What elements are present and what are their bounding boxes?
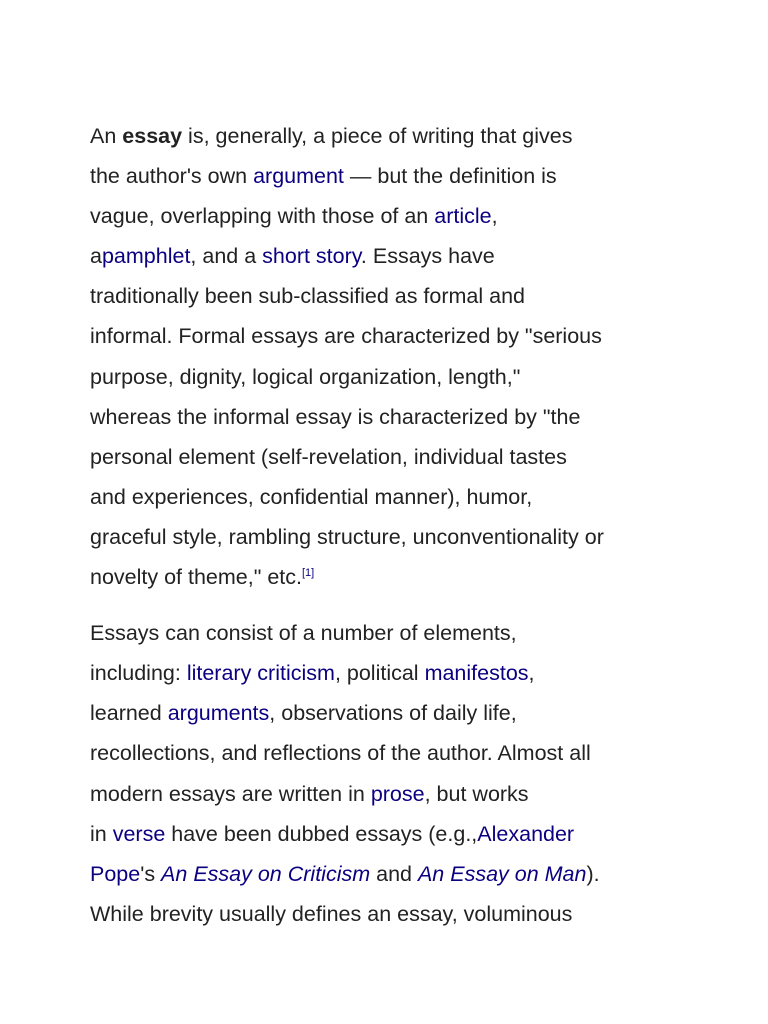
- text-run: have been dubbed essays (e.g.,: [165, 821, 478, 846]
- text-line: informal. Formal essays are characterized by "serious: [90, 324, 602, 349]
- article-body: [90, 116, 690, 950]
- link-verse[interactable]: verse: [112, 821, 166, 846]
- text-run: a: [90, 244, 102, 269]
- text-line: [90, 693, 690, 733]
- citation-1-link[interactable]: [1]: [302, 567, 315, 580]
- text-line: whereas the informal essay is characterized by "the: [90, 404, 581, 429]
- text-line: recollections, and reflections of the author. Almost all: [90, 741, 591, 766]
- link-manifestos[interactable]: manifestos: [424, 661, 529, 686]
- text-line: [90, 156, 690, 196]
- link-pamphlet[interactable]: pamphlet: [101, 244, 191, 269]
- text-run: ).: [586, 861, 600, 886]
- text-run: modern essays are written in: [90, 781, 371, 806]
- text-run: novelty of theme," etc.: [90, 565, 302, 590]
- text-line: [90, 854, 690, 894]
- link-alexander-pope-part1[interactable]: Alexander: [477, 821, 575, 846]
- text-line: traditionally been sub-classified as formal and: [90, 284, 526, 309]
- text-run: including:: [90, 661, 187, 686]
- text-line: and experiences, confidential manner), humor,: [90, 484, 533, 509]
- text-line: purpose, dignity, logical organization, length,": [90, 364, 521, 389]
- link-essay-on-criticism[interactable]: An Essay on Criticism: [161, 861, 371, 886]
- text-run: , but works: [424, 781, 529, 806]
- text-run: 's: [140, 861, 162, 886]
- text-line: graceful style, rambling structure, unconventionality or: [90, 524, 604, 549]
- link-arguments[interactable]: arguments: [167, 701, 270, 726]
- text-line: [90, 774, 690, 814]
- text-run: vague, overlapping with those of an: [90, 204, 435, 229]
- text-run: the author's own: [90, 164, 254, 189]
- link-essay-on-man[interactable]: An Essay on Man: [417, 861, 587, 886]
- citation-1[interactable]: [302, 567, 314, 579]
- text-line: Essays can consist of a number of elements,: [90, 621, 517, 646]
- text-line: [90, 653, 690, 693]
- text-run: and: [370, 861, 418, 886]
- term-essay: essay: [122, 124, 183, 148]
- link-literary-criticism[interactable]: literary criticism: [186, 661, 335, 686]
- link-alexander-pope-part2[interactable]: Pope: [90, 861, 141, 886]
- text-line: personal element (self-revelation, individual tastes: [90, 444, 567, 469]
- text-line: [90, 116, 690, 156]
- text-line: [90, 196, 690, 236]
- text-run: . Essays have: [360, 244, 495, 269]
- paragraph-2: [90, 613, 690, 934]
- paragraph-1: [90, 116, 690, 597]
- text-line: While brevity usually defines an essay, voluminous: [90, 901, 573, 926]
- link-article[interactable]: article: [434, 204, 492, 229]
- text-line: [90, 814, 690, 854]
- text-line: [90, 557, 690, 597]
- text-run: , and a: [190, 244, 263, 269]
- link-prose[interactable]: prose: [370, 781, 425, 806]
- text-line: [90, 236, 690, 276]
- link-argument[interactable]: argument: [253, 164, 344, 189]
- text-run: ,: [528, 661, 535, 686]
- text-run: , observations of daily life,: [269, 701, 517, 726]
- text-run: — but the definition is: [343, 164, 557, 189]
- text-run: ,: [491, 204, 498, 229]
- text-run: , political: [334, 661, 425, 686]
- text-run: is, generally, a piece of writing that gives: [182, 124, 573, 148]
- text-run: An: [90, 124, 123, 148]
- text-run: in: [90, 821, 113, 846]
- link-short-story[interactable]: short story: [262, 244, 361, 269]
- text-run: learned: [90, 701, 168, 726]
